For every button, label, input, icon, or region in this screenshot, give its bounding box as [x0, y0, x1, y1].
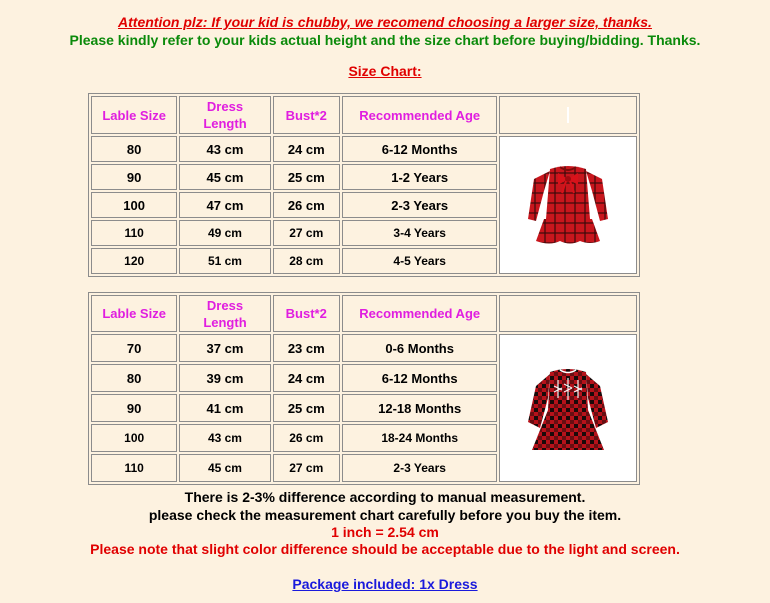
cell-dress-length: 43 cm [179, 424, 270, 452]
cell-age: 18-24 Months [342, 424, 498, 452]
cell-dress-length: 43 cm [179, 136, 270, 162]
cell-dress-length: 39 cm [179, 364, 270, 392]
header-blank-cell [499, 96, 637, 134]
cell-bust: 26 cm [273, 424, 340, 452]
cell-label-size: 90 [91, 164, 177, 190]
cell-bust: 25 cm [273, 394, 340, 422]
cell-age: 0-6 Months [342, 334, 498, 362]
header-label-size: Lable Size [91, 295, 177, 332]
cell-dress-length: 49 cm [179, 220, 270, 246]
header-dress-length-line2: Length [203, 116, 247, 131]
cell-dress-length: 41 cm [179, 394, 270, 422]
header-dress-length-line1: Dress [206, 99, 244, 114]
cell-age: 1-2 Years [342, 164, 498, 190]
cell-label-size: 90 [91, 394, 177, 422]
attention-notice: Attention plz: If your kid is chubby, we recomend choosing a larger size, thanks. [118, 14, 652, 30]
header-dress-length [179, 295, 270, 332]
header-dress-length [179, 96, 270, 134]
cell-age: 3-4 Years [342, 220, 498, 246]
size-table-2 [88, 292, 640, 485]
cell-label-size: 100 [91, 424, 177, 452]
inch-conversion-note: 1 inch = 2.54 cm [331, 524, 439, 540]
cell-age: 4-5 Years [342, 248, 498, 274]
header-bust: Bust*2 [273, 96, 340, 134]
header-recommended-age: Recommended Age [342, 295, 498, 332]
cell-label-size: 100 [91, 192, 177, 218]
plaid-dress-bow-image [520, 149, 616, 261]
cell-label-size: 110 [91, 220, 177, 246]
table-header-row [91, 96, 637, 134]
cell-dress-length: 51 cm [179, 248, 270, 274]
dress-image-cell-2 [499, 334, 637, 482]
table-row [91, 334, 637, 362]
cell-bust: 26 cm [273, 192, 340, 218]
cell-dress-length: 45 cm [179, 164, 270, 190]
cell-bust: 24 cm [273, 364, 340, 392]
header-dress-length-line2: Length [203, 314, 247, 330]
header-dress-length-line1: Dress [206, 297, 244, 313]
size-table-1 [88, 93, 640, 277]
table-header-row [91, 295, 637, 332]
size-chart-title: Size Chart: [348, 63, 422, 79]
cell-label-size: 70 [91, 334, 177, 362]
cell-age: 2-3 Years [342, 454, 498, 482]
cell-bust: 27 cm [273, 220, 340, 246]
cell-label-size: 80 [91, 364, 177, 392]
package-included-link[interactable]: Package included: 1x Dress [292, 576, 478, 592]
cell-bust: 23 cm [273, 334, 340, 362]
color-difference-note: Please note that slight color difference should be acceptable due to the light and screen. [90, 541, 680, 557]
measurement-difference-note: There is 2-3% difference according to manual measurement. [184, 489, 586, 505]
header-recommended-age: Recommended Age [342, 96, 498, 134]
cell-age: 2-3 Years [342, 192, 498, 218]
cell-label-size: 110 [91, 454, 177, 482]
cell-dress-length: 37 cm [179, 334, 270, 362]
table-row [91, 136, 637, 162]
cell-age: 6-12 Months [342, 136, 498, 162]
cell-age: 6-12 Months [342, 364, 498, 392]
cell-bust: 24 cm [273, 136, 340, 162]
header-label-size: Lable Size [91, 96, 177, 134]
cell-label-size: 80 [91, 136, 177, 162]
cell-label-size: 120 [91, 248, 177, 274]
cell-dress-length: 47 cm [179, 192, 270, 218]
cell-age: 12-18 Months [342, 394, 498, 422]
cell-bust: 25 cm [273, 164, 340, 190]
cell-bust: 27 cm [273, 454, 340, 482]
plaid-dress-embroidered-image [518, 352, 618, 464]
cell-bust: 28 cm [273, 248, 340, 274]
header-blank-cell [499, 295, 637, 332]
dress-image-cell-1 [499, 136, 637, 274]
header-bust: Bust*2 [273, 295, 340, 332]
cell-dress-length: 45 cm [179, 454, 270, 482]
refer-notice: Please kindly refer to your kids actual height and the size chart before buying/bidding. Thanks. [69, 32, 701, 48]
check-chart-note: please check the measurement chart carefully before you buy the item. [148, 507, 622, 523]
